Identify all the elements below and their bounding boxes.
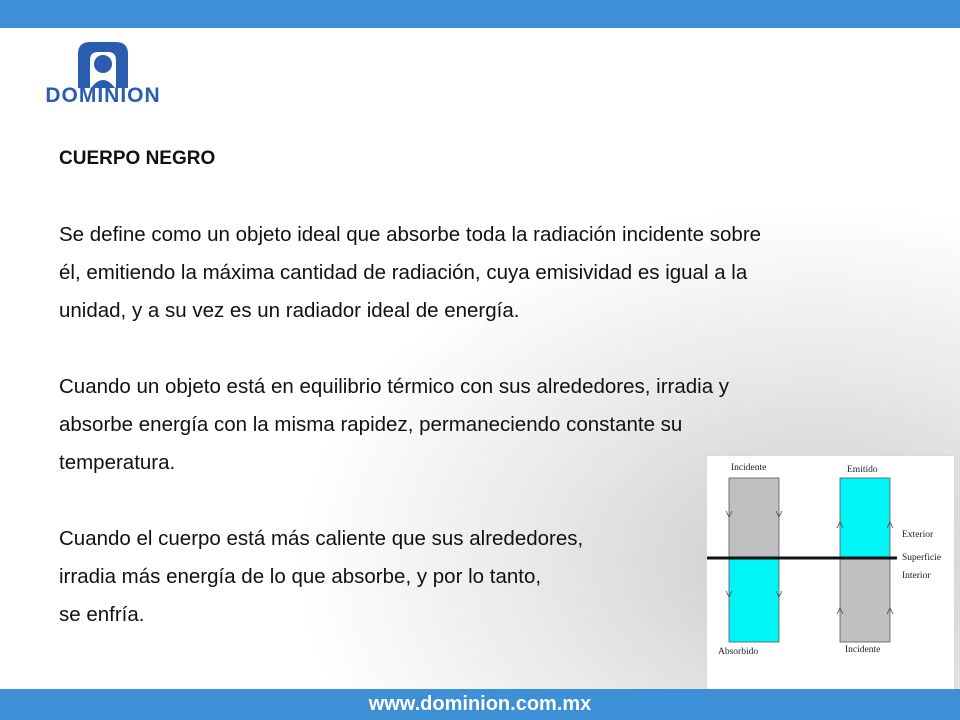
paragraph-3-line-2: irradia más energía de lo que absorbe, y por lo tanto, (59, 565, 542, 588)
label-superficie: Superficie (902, 553, 942, 563)
footer-url: www.dominion.com.mx (368, 693, 592, 715)
paragraph-2-line-3: temperatura. (59, 451, 176, 474)
paragraph-3-line-1: Cuando el cuerpo está más caliente que sus alrededores, (59, 527, 584, 550)
label-interior: Interior (902, 571, 931, 581)
dominion-emblem-icon (18, 38, 188, 88)
label-incidente-top: Incidente (731, 463, 767, 473)
page-title: CUERPO NEGRO (59, 148, 216, 169)
bottom-bar (0, 689, 960, 720)
top-bar (0, 0, 960, 28)
paragraph-1-line-3: unidad, y a su vez es un radiador ideal de energía. (59, 299, 520, 322)
absorbed-cyan-region (729, 558, 779, 642)
dominion-logo (18, 38, 188, 108)
paragraph-1-line-1: Se define como un objeto ideal que absorbe toda la radiación incidente sobre (59, 223, 762, 246)
label-emitido: Emitido (847, 465, 878, 475)
emitted-cyan-region (840, 478, 890, 558)
incident-gray-region (729, 478, 779, 558)
paragraph-1-line-2: él, emitiendo la máxima cantidad de radiación, cuya emisividad es igual a la (59, 261, 748, 284)
logo-wordmark: DOMINION (45, 84, 161, 107)
label-absorbido: Absorbido (718, 647, 759, 657)
incident-gray-region-right (840, 558, 890, 642)
paragraph-2-line-2: absorbe energía con la misma rapidez, permaneciendo constante su (59, 413, 683, 436)
blackbody-diagram (706, 455, 955, 693)
label-exterior: Exterior (902, 530, 934, 540)
label-incidente-bottom: Incidente (845, 645, 881, 655)
paragraph-2-line-1: Cuando un objeto está en equilibrio térmico con sus alrededores, irradia y (59, 375, 730, 398)
paragraph-3-line-3: se enfría. (59, 603, 145, 626)
